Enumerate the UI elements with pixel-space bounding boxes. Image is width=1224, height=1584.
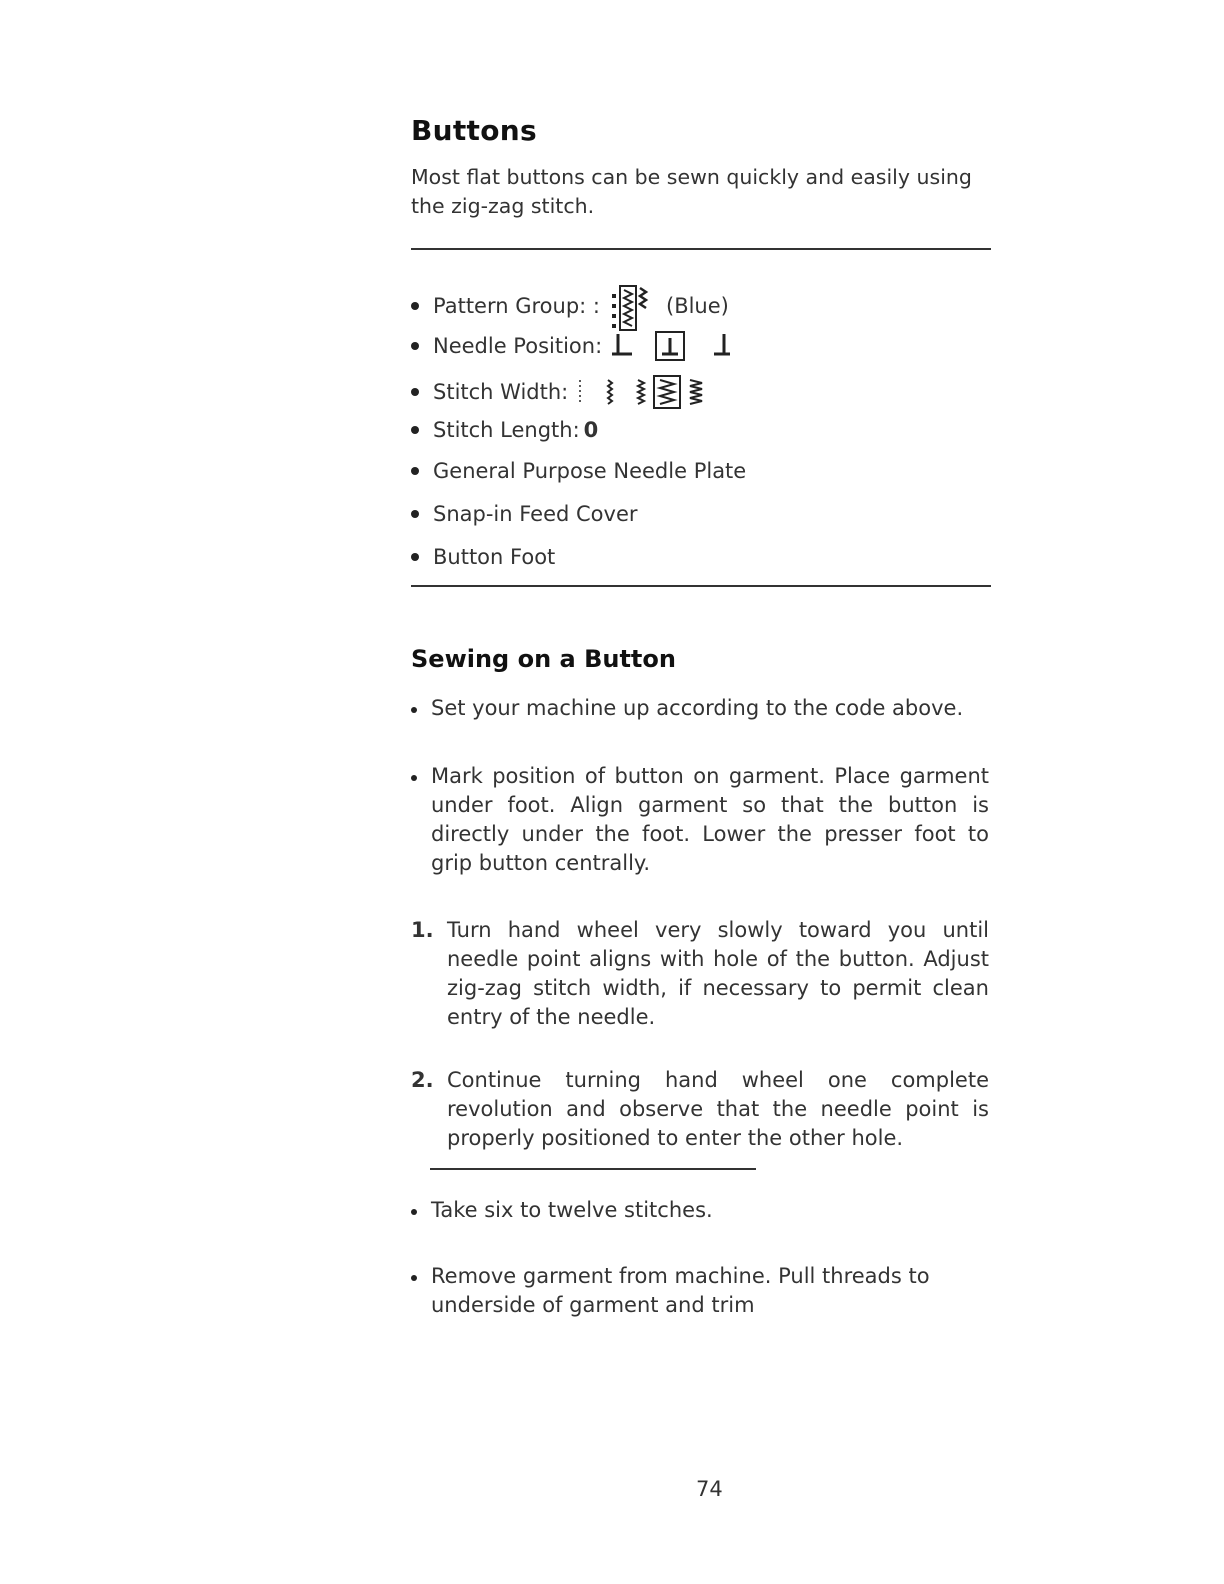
divider-short xyxy=(430,1168,756,1170)
bullet xyxy=(411,302,419,310)
needle-plate-text: General Purpose Needle Plate xyxy=(433,459,747,483)
stitch-width-label: Stitch Width: xyxy=(433,380,569,404)
instruction-remove: Remove garment from machine. Pull threads to underside of garment and trim xyxy=(411,1262,989,1320)
bullet xyxy=(411,1209,417,1215)
feed-cover-text: Snap-in Feed Cover xyxy=(433,502,638,526)
needle-position-label: Needle Position: xyxy=(433,334,603,358)
needle-position-icons xyxy=(612,330,752,362)
stitch-width-3-selected-icon xyxy=(654,376,680,408)
intro-text: Most flat buttons can be sewn quickly and easily using the zig-zag stitch. xyxy=(411,165,972,218)
stitch-length-label: Stitch Length: xyxy=(433,418,580,442)
code-item-needle-position xyxy=(411,330,752,362)
pattern-group-color: (Blue) xyxy=(666,294,729,318)
bullet xyxy=(411,510,419,518)
needle-center-selected-icon xyxy=(656,332,684,360)
instruction-mark: Mark position of button on garment. Place garment under foot. Align garment so that the button is directly under the foot. Lower the presser foot to grip button centrally. xyxy=(411,762,989,878)
step-number: 1. xyxy=(411,918,434,942)
bullet xyxy=(411,388,419,396)
divider-bottom xyxy=(411,585,991,587)
divider-top xyxy=(411,248,991,250)
step-number: 2. xyxy=(411,1068,434,1092)
page-number: 74 xyxy=(696,1477,723,1501)
instruction-stitches: Take six to twelve stitches. xyxy=(411,1196,989,1225)
bullet xyxy=(411,707,417,713)
instruction-step-2: 2. Continue turning hand wheel one complete revolution and observe that the needle point is properly positioned to enter the other hole. xyxy=(411,1068,989,1150)
code-item-feed-cover xyxy=(411,502,638,526)
code-item-needle-plate xyxy=(411,459,746,483)
foot-text: Button Foot xyxy=(433,545,556,569)
bullet xyxy=(411,342,419,350)
bullet xyxy=(411,467,419,475)
stitch-length-value: 0 xyxy=(583,418,599,442)
code-item-stitch-width xyxy=(411,374,746,410)
code-item-foot xyxy=(411,545,555,569)
stitch-width-icons xyxy=(576,374,746,410)
page-title: Buttons xyxy=(411,114,537,147)
section-title: Sewing on a Button xyxy=(411,645,676,673)
code-item-stitch-length xyxy=(411,418,598,442)
stitch-width-2-icon xyxy=(638,380,644,404)
bullet xyxy=(411,1275,417,1281)
instruction-setup: Set your machine up according to the code above. xyxy=(411,694,1001,723)
needle-left-icon xyxy=(612,334,632,354)
instruction-step-1: 1. Turn hand wheel very slowly toward you until needle point aligns with hole of the button. Adjust zig-zag stitch width, if necessary to permit clean entry of the needle. xyxy=(411,918,989,1029)
bullet xyxy=(411,426,419,434)
bullet xyxy=(411,775,417,781)
code-item-pattern-group xyxy=(411,280,729,332)
pattern-group-label: Pattern Group: : xyxy=(433,294,600,318)
bullet xyxy=(411,553,419,561)
stitch-width-4-icon xyxy=(690,380,702,404)
zigzag-pattern-group-icon xyxy=(608,280,658,332)
needle-right-icon xyxy=(714,334,730,354)
stitch-width-1-icon xyxy=(608,380,612,404)
